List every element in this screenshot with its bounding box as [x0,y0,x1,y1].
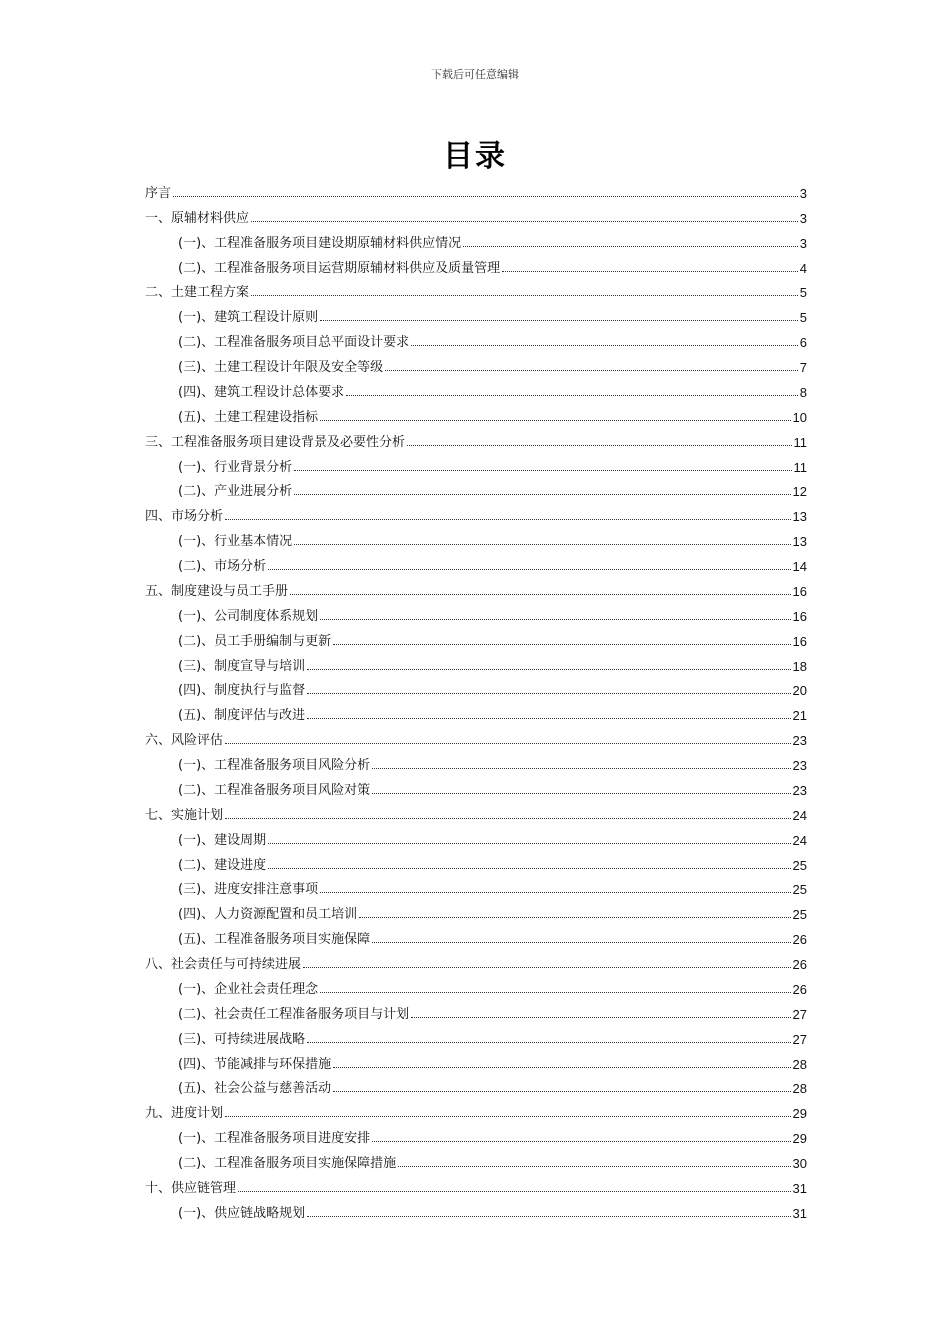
toc-entry-page-number: 16 [792,608,807,624]
toc-entry-page-number: 31 [792,1180,807,1196]
toc-entry-page-number: 13 [792,509,807,525]
toc-entry-page-number: 5 [799,285,807,301]
toc-entry-page-number: 4 [799,260,807,276]
toc-dot-leader [372,942,790,943]
toc-entry-page-number: 26 [792,932,807,948]
toc-entry-page-number: 24 [792,807,807,823]
toc-entry-label[interactable]: (五)、制度评估与改进 [178,708,306,724]
toc-entry-label[interactable]: (二)、工程准备服务项目实施保障措施 [178,1156,397,1171]
toc-entry-label[interactable]: (三)、进度安排注意事项 [178,882,319,898]
toc-entry[interactable] [145,723,807,748]
toc-entry-label[interactable]: (三)、土建工程设计年限及安全等级 [178,360,384,375]
toc-entry[interactable] [145,698,807,723]
toc-entry-page-number: 25 [792,857,807,873]
toc-entry[interactable] [145,450,807,475]
toc-entry-page-number: 5 [799,310,807,326]
toc-entry-page-number: 11 [793,434,807,450]
toc-dot-leader [290,594,791,595]
toc-entry[interactable] [145,375,807,400]
toc-entry[interactable] [145,1196,807,1221]
toc-entry[interactable] [145,499,807,524]
toc-dot-leader [333,1067,790,1068]
toc-dot-leader [320,892,790,893]
toc-entry[interactable] [145,475,807,500]
toc-entry[interactable] [145,1022,807,1047]
toc-entry-page-number: 12 [792,484,807,500]
toc-entry-label[interactable]: (一)、建筑工程设计原则 [178,310,319,326]
toc-entry-page-number: 3 [799,185,807,201]
toc-entry[interactable] [145,226,807,251]
toc-entry-page-number: 31 [792,1205,807,1221]
toc-entry-label[interactable]: 八、社会责任与可持续进展 [145,957,302,972]
toc-entry[interactable] [145,251,807,276]
toc-entry-page-number: 16 [792,633,807,649]
toc-entry-page-number: 11 [793,459,807,475]
toc-entry[interactable] [145,524,807,549]
toc-dot-leader [320,619,790,620]
toc-entry[interactable] [145,997,807,1022]
toc-entry-label[interactable]: (一)、工程准备服务项目进度安排 [178,1131,371,1147]
toc-entry-label[interactable]: (五)、工程准备服务项目实施保障 [178,932,371,948]
toc-entry-label[interactable]: (一)、行业背景分析 [178,459,293,475]
toc-entry[interactable] [145,574,807,599]
toc-entry-page-number: 23 [792,782,807,798]
toc-entry[interactable] [145,624,807,649]
toc-entry[interactable] [145,922,807,947]
toc-dot-leader [320,320,798,321]
toc-dot-leader [307,1216,790,1217]
toc-dot-leader [225,519,791,520]
toc-dot-leader [411,1017,790,1018]
toc-entry-label[interactable]: (一)、企业社会责任理念 [178,981,319,997]
toc-dot-leader [173,196,798,197]
toc-entry[interactable] [145,823,807,848]
toc-dot-leader [225,818,791,819]
toc-entry[interactable] [145,649,807,674]
toc-dot-leader [333,644,790,645]
toc-entry-label[interactable]: (四)、建筑工程设计总体要求 [178,384,345,400]
toc-entry[interactable] [145,1072,807,1097]
toc-dot-leader [463,246,798,247]
toc-entry-label[interactable]: 五、制度建设与员工手册 [145,583,289,599]
toc-entry-label[interactable]: 三、工程准备服务项目建设背景及必要性分析 [145,434,406,450]
header-note: 下载后可任意编辑 [431,68,519,81]
table-of-contents [145,176,807,1221]
toc-entry[interactable] [145,400,807,425]
toc-entry-page-number: 14 [792,559,807,574]
toc-dot-leader [294,470,791,471]
toc-entry[interactable] [145,972,807,997]
toc-dot-leader [268,868,790,869]
toc-dot-leader [307,1042,790,1043]
toc-entry[interactable] [145,549,807,574]
toc-entry-page-number: 6 [799,335,807,351]
toc-dot-leader [372,1141,790,1142]
toc-entry[interactable] [145,798,807,823]
toc-entry-label[interactable]: (一)、工程准备服务项目风险分析 [178,758,371,773]
toc-entry-label[interactable]: (三)、可持续进展战略 [178,1031,306,1047]
toc-dot-leader [320,420,790,421]
toc-dot-leader [294,494,790,495]
toc-entry-label[interactable]: (一)、工程准备服务项目建设期原辅材料供应情况 [178,235,462,251]
toc-entry-page-number: 7 [799,360,807,375]
toc-dot-leader [225,1116,791,1117]
toc-entry-page-number: 21 [792,708,807,724]
toc-entry-page-number: 25 [792,907,807,923]
toc-entry-label[interactable]: (一)、行业基本情况 [178,534,293,550]
toc-dot-leader [307,718,790,719]
toc-entry[interactable] [145,773,807,798]
toc-entry-page-number: 20 [792,683,807,699]
toc-entry-page-number: 13 [792,534,807,550]
toc-entry-label[interactable]: (三)、制度宣导与培训 [178,658,306,674]
toc-entry-label[interactable]: (四)、制度执行与监督 [178,683,306,699]
toc-entry[interactable] [145,1096,807,1121]
toc-dot-leader [346,395,798,396]
toc-dot-leader [372,768,790,769]
toc-entry-label[interactable]: (五)、土建工程建设指标 [178,409,319,425]
toc-dot-leader [225,743,791,744]
toc-entry[interactable] [145,873,807,898]
toc-entry-page-number: 3 [799,235,807,251]
toc-entry[interactable] [145,176,807,201]
toc-entry-label[interactable]: (五)、社会公益与慈善活动 [178,1081,332,1097]
toc-entry[interactable] [145,276,807,301]
toc-entry-label[interactable]: 序言 [145,185,172,201]
toc-entry-page-number: 29 [792,1106,807,1122]
toc-entry-label[interactable]: 一、原辅材料供应 [145,210,250,226]
toc-entry-label[interactable]: 七、实施计划 [145,807,224,823]
toc-entry-page-number: 18 [792,658,807,674]
toc-entry-label[interactable]: 九、进度计划 [145,1106,224,1122]
toc-dot-leader [307,669,790,670]
toc-dot-leader [398,1166,790,1167]
toc-entry[interactable] [145,599,807,624]
toc-entry-label[interactable]: (二)、产业进展分析 [178,484,293,500]
toc-entry[interactable] [145,1171,807,1196]
toc-dot-leader [238,1191,791,1192]
toc-entry-page-number: 28 [792,1081,807,1097]
toc-dot-leader [502,271,798,272]
toc-dot-leader [294,544,790,545]
toc-entry-page-number: 27 [792,1031,807,1047]
toc-entry-label[interactable]: (二)、员工手册编制与更新 [178,633,332,649]
toc-entry-page-number: 30 [792,1156,807,1171]
page-title: 目录 [443,139,507,174]
toc-entry-page-number: 3 [799,210,807,226]
toc-entry-label[interactable]: (二)、建设进度 [178,857,267,873]
toc-entry-label[interactable]: (一)、供应链战略规划 [178,1205,306,1221]
toc-entry-page-number: 8 [799,384,807,400]
toc-entry[interactable] [145,201,807,226]
toc-entry[interactable] [145,674,807,699]
toc-entry-page-number: 26 [792,957,807,972]
toc-dot-leader [307,693,790,694]
toc-entry-label[interactable]: 二、土建工程方案 [145,285,250,301]
toc-dot-leader [251,221,798,222]
toc-dot-leader [251,295,798,296]
toc-entry-page-number: 28 [792,1056,807,1072]
toc-entry-label[interactable]: (二)、工程准备服务项目运营期原辅材料供应及质量管理 [178,260,501,276]
toc-entry-label[interactable]: 四、市场分析 [145,509,224,525]
toc-entry-label[interactable]: (二)、工程准备服务项目风险对策 [178,782,371,798]
toc-entry[interactable] [145,300,807,325]
toc-entry[interactable] [145,947,807,972]
toc-entry[interactable] [145,748,807,773]
toc-entry-page-number: 25 [792,882,807,898]
toc-entry-page-number: 10 [792,409,807,425]
toc-dot-leader [359,917,790,918]
toc-entry-page-number: 16 [792,583,807,599]
toc-dot-leader [303,967,791,968]
toc-entry-page-number: 23 [792,758,807,773]
toc-entry[interactable] [145,1121,807,1146]
toc-entry-label[interactable]: (四)、节能减排与环保措施 [178,1056,332,1072]
toc-entry-page-number: 29 [792,1131,807,1147]
toc-dot-leader [333,1091,790,1092]
toc-entry[interactable] [145,425,807,450]
toc-dot-leader [411,345,798,346]
toc-dot-leader [268,569,790,570]
toc-entry[interactable] [145,1047,807,1072]
toc-entry-page-number: 26 [792,981,807,997]
toc-dot-leader [320,992,790,993]
toc-entry-label[interactable]: (一)、建设周期 [178,832,267,848]
toc-dot-leader [268,843,790,844]
toc-dot-leader [385,370,798,371]
toc-entry[interactable] [145,325,807,350]
toc-entry-page-number: 27 [792,1006,807,1022]
toc-dot-leader [372,793,790,794]
toc-entry-label[interactable]: (二)、工程准备服务项目总平面设计要求 [178,335,410,351]
toc-entry-label[interactable]: (四)、人力资源配置和员工培训 [178,907,358,923]
toc-entry-label[interactable]: 六、风险评估 [145,733,224,749]
toc-entry-label[interactable]: (二)、社会责任工程准备服务项目与计划 [178,1006,410,1022]
toc-entry-label[interactable]: 十、供应链管理 [145,1180,237,1196]
toc-entry[interactable] [145,848,807,873]
toc-entry-page-number: 23 [792,733,807,749]
toc-entry-label[interactable]: (二)、市场分析 [178,559,267,574]
toc-entry[interactable] [145,897,807,922]
toc-entry[interactable] [145,350,807,375]
toc-entry-label[interactable]: (一)、公司制度体系规划 [178,608,319,624]
toc-dot-leader [407,445,791,446]
toc-entry[interactable] [145,1146,807,1171]
toc-entry-page-number: 24 [792,832,807,848]
